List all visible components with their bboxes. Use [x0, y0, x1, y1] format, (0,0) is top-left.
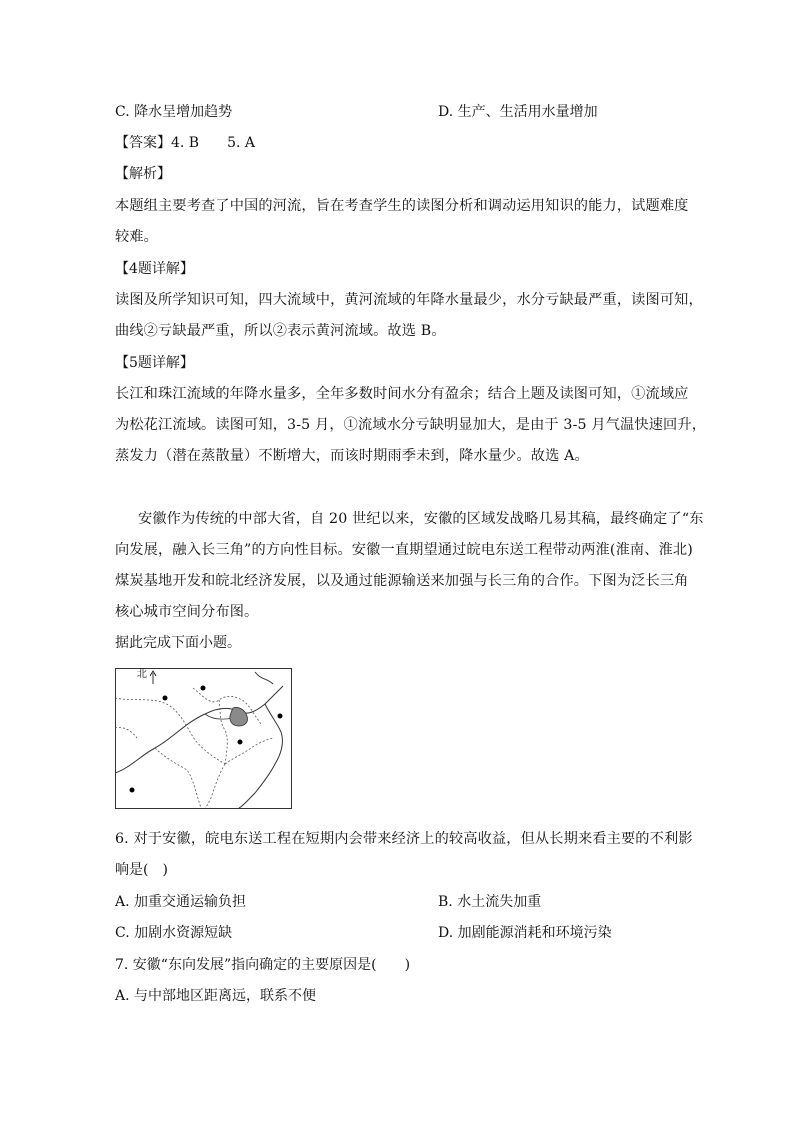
q6-option-d: D. 加剧能源消耗和环境污染 — [438, 925, 612, 941]
detail4-heading: 【4题详解】 — [115, 261, 194, 277]
yangtze-delta-city-map — [115, 668, 292, 809]
answer-line: 【答案】4. B 5. A — [115, 135, 256, 151]
passage-line-1: 安徽作为传统的中部大省，自 20 世纪以来，安徽的区域发战略几易其稿，最终确定了“东 — [138, 511, 704, 527]
q7-option-a: A. 与中部地区距离远，联系不便 — [115, 988, 317, 1004]
analysis-line-1: 本题组主要考查了中国的河流，旨在考查学生的读图分析和调动运用知识的能力，试题难度 — [115, 198, 689, 214]
detail5-heading: 【5题详解】 — [115, 355, 194, 371]
q6-stem-line-2: 响是( ) — [115, 862, 168, 878]
analysis-line-2: 较难。 — [115, 229, 159, 245]
passage-line-3: 煤炭基地开发和皖北经济发展，以及通过能源输送来加强与长三角的合作。下图为泛长三角 — [115, 573, 689, 589]
q6-option-a: A. 加重交通运输负担 — [115, 894, 247, 910]
detail4-line-2: 曲线②亏缺最严重，所以②表示黄河流域。故选 B。 — [115, 323, 446, 339]
q6-option-b: B. 水土流失加重 — [438, 894, 542, 910]
option-c: C. 降水呈增加趋势 — [115, 104, 233, 120]
detail5-line-2: 为松花江流域。读图可知，3-5 月，①流域水分亏缺明显加大，是由于 3-5 月气温快速回升， — [115, 417, 707, 433]
detail4-line-1: 读图及所学知识可知，四大流域中，黄河流域的年降水量最少，水分亏缺最严重，读图可知， — [115, 292, 703, 308]
detail5-line-3: 蒸发力（潜在蒸散量）不断增大，而该时期雨季未到，降水量少。故选 A。 — [115, 448, 589, 464]
q6-option-c: C. 加剧水资源短缺 — [115, 925, 233, 941]
north-label: 北 — [137, 669, 147, 680]
passage-line-2: 向发展，融入长三角”的方向性目标。安徽一直期望通过皖电东送工程带动两淮(淮南、淮北) — [115, 542, 693, 558]
q7-stem: 7. 安徽“东向发展”指向确定的主要原因是( ) — [115, 957, 411, 973]
passage-line-4: 核心城市空间分布图。 — [115, 604, 259, 620]
analysis-heading: 【解析】 — [115, 166, 171, 182]
detail5-line-1: 长江和珠江流域的年降水量多，全年多数时间水分有盈余；结合上题及读图可知，①流域应 — [115, 386, 689, 402]
instruction: 据此完成下面小题。 — [115, 635, 241, 651]
q6-stem-line-1: 6. 对于安徽，皖电东送工程在短期内会带来经济上的较高收益，但从长期来看主要的不利影 — [115, 831, 693, 847]
option-d: D. 生产、生活用水量增加 — [438, 104, 598, 120]
